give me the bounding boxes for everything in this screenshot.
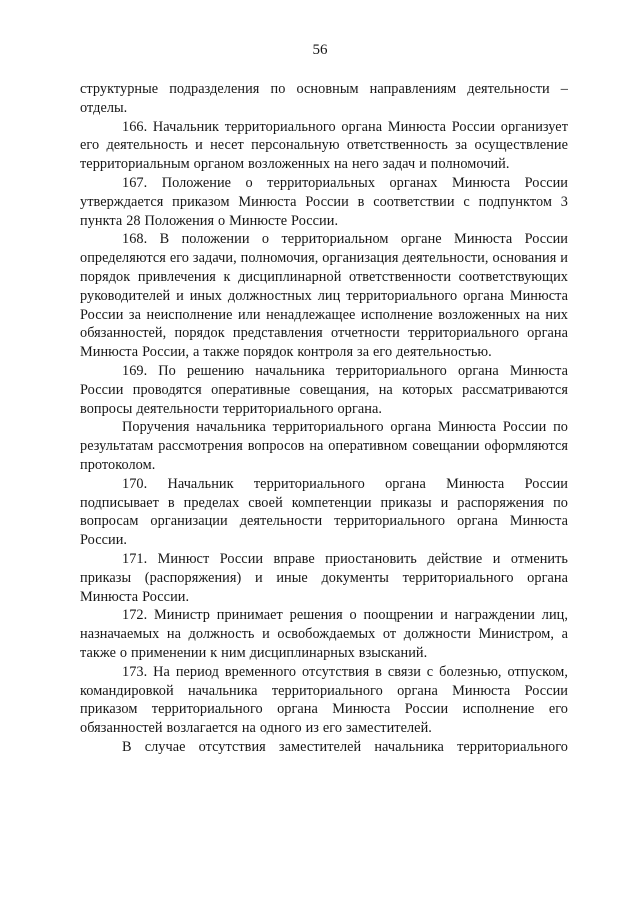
paragraph-172: 172. Министр принимает решения о поощрении и награждении лиц, назначаемых на должность и освобождаемых от должности Министром, а также о применении к ним дисциплинарных взысканий. <box>80 607 568 661</box>
paragraph-170: 170. Начальник территориального органа Минюста России подписывает в пределах своей компетенции приказы и распоряжения по вопросам организации деятельности территориального органа Минюста России. <box>80 475 568 549</box>
paragraph-167: 167. Положение о территориальных органах Минюста России утверждается приказом Минюста России в соответствии с подпунктом 3 пункта 28 Положения о Минюсте России. <box>80 174 568 229</box>
paragraph-173: 173. На период временного отсутствия в связи с болезнью, отпуском, командировкой начальника территориального органа Минюста России приказом территориального органа Минюста России исполнение его обязанностей возлагается на одного из его заместителей. <box>80 663 568 737</box>
paragraph-169-orders: Поручения начальника территориального органа Минюста России по результатам рассмотрения вопросов на оперативном совещании оформляются протоколом. <box>80 419 568 473</box>
paragraph-169: 169. По решению начальника территориального органа Минюста России проводятся оперативные совещания, на которых рассматриваются вопросы деятельности территориального органа. <box>80 362 568 417</box>
document-body <box>80 80 568 757</box>
paragraph-168: 168. В положении о территориальном органе Минюста России определяются его задачи, полномочия, организация деятельности, основания и порядок привлечения к дисциплинарной ответственности соответствующих руководителей и иных должностных лиц территориального органа Минюста России за неисполнение или ненадлежащее исполнение возложенных на них обязанностей, порядок представления отчетности территориального органа Минюста России, а также порядок контроля за его деятельностью. <box>80 231 568 361</box>
paragraph-173-absence: В случае отсутствия заместителей начальника территориального <box>122 738 568 755</box>
paragraph-166: 166. Начальник территориального органа Минюста России организует его деятельность и несет персональную ответственность за осуществление территориальным органом возложенных на него задач и полномочий. <box>80 118 568 173</box>
page-number: 56 <box>312 42 328 58</box>
paragraph-continuation: структурные подразделения по основным направлениям деятельности – отделы. <box>80 81 568 116</box>
paragraph-171: 171. Минюст России вправе приостановить действие и отменить приказы (распоряжения) и иные документы территориального органа Минюста России. <box>80 550 568 605</box>
